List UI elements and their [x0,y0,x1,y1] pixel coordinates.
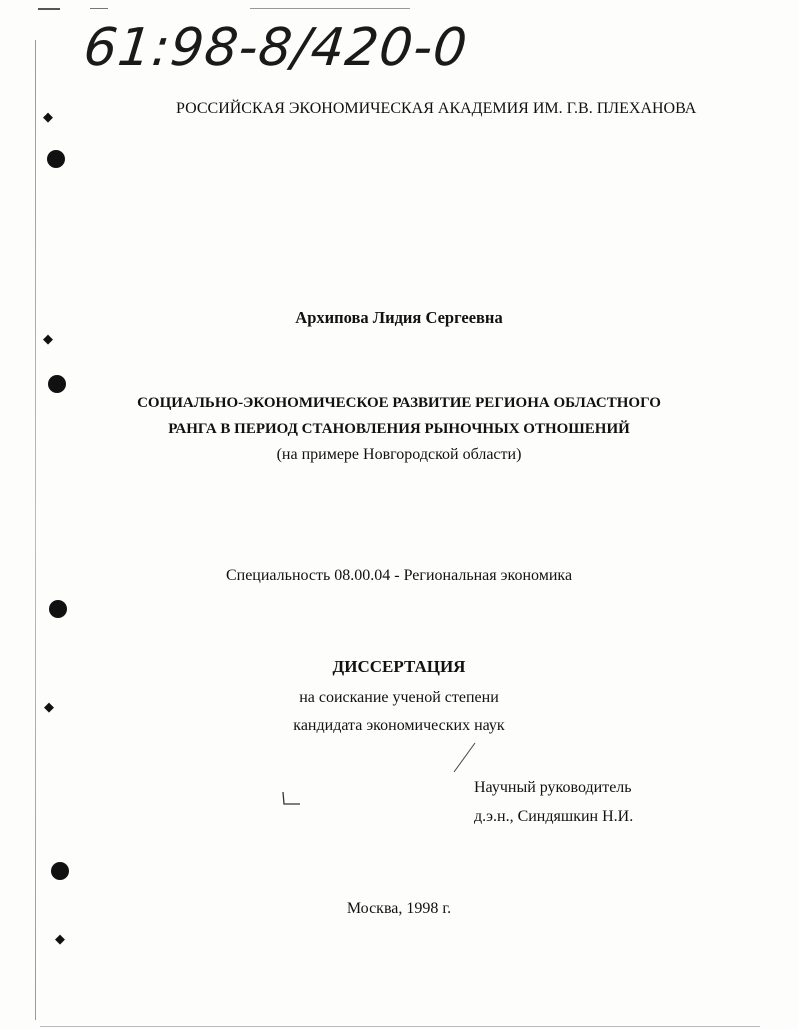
pen-check-mark [280,790,304,808]
punch-hole [49,600,67,618]
institution-name: РОССИЙСКАЯ ЭКОНОМИЧЕСКАЯ АКАДЕМИЯ ИМ. Г.В. ПЛЕХАНОВА [176,100,697,117]
degree-line-2: кандидата экономических наук [293,717,505,734]
punch-hole [51,862,69,880]
punch-hole [47,150,65,168]
scan-edge-line [35,40,36,1020]
thesis-subtitle: (на примере Новгородской области) [276,446,522,463]
scan-top-mark [90,8,108,9]
punch-mark-small: ◆ [55,931,65,946]
specialty-line: Специальность 08.00.04 - Региональная экономика [225,567,573,584]
scan-bottom-line [40,1026,760,1027]
degree-line-1: на соискание ученой степени [299,689,499,706]
scan-top-mark [250,8,410,9]
city-year: Москва, 1998 г. [346,900,452,917]
handwritten-catalog-number: 61:98-8/420-0 [80,18,471,78]
punch-mark-small: ◆ [43,331,53,346]
thesis-title-line-2: РАНГА В ПЕРИОД СТАНОВЛЕНИЯ РЫНОЧНЫХ ОТНОШЕНИЙ [168,421,630,437]
document-type-heading: ДИССЕРТАЦИЯ [332,657,466,676]
pen-stroke-mark [450,740,480,775]
punch-mark-small: ◆ [44,699,54,714]
thesis-title-line-1: СОЦИАЛЬНО-ЭКОНОМИЧЕСКОЕ РАЗВИТИЕ РЕГИОНА ОБЛАСТНОГО [137,395,661,411]
scan-top-mark [38,8,60,10]
punch-mark-small: ◆ [43,109,53,124]
author-name: Архипова Лидия Сергеевна [295,308,503,327]
punch-hole [48,375,66,393]
advisor-label: Научный руководитель [474,779,632,796]
advisor-name: д.э.н., Синдяшкин Н.И. [474,808,634,825]
